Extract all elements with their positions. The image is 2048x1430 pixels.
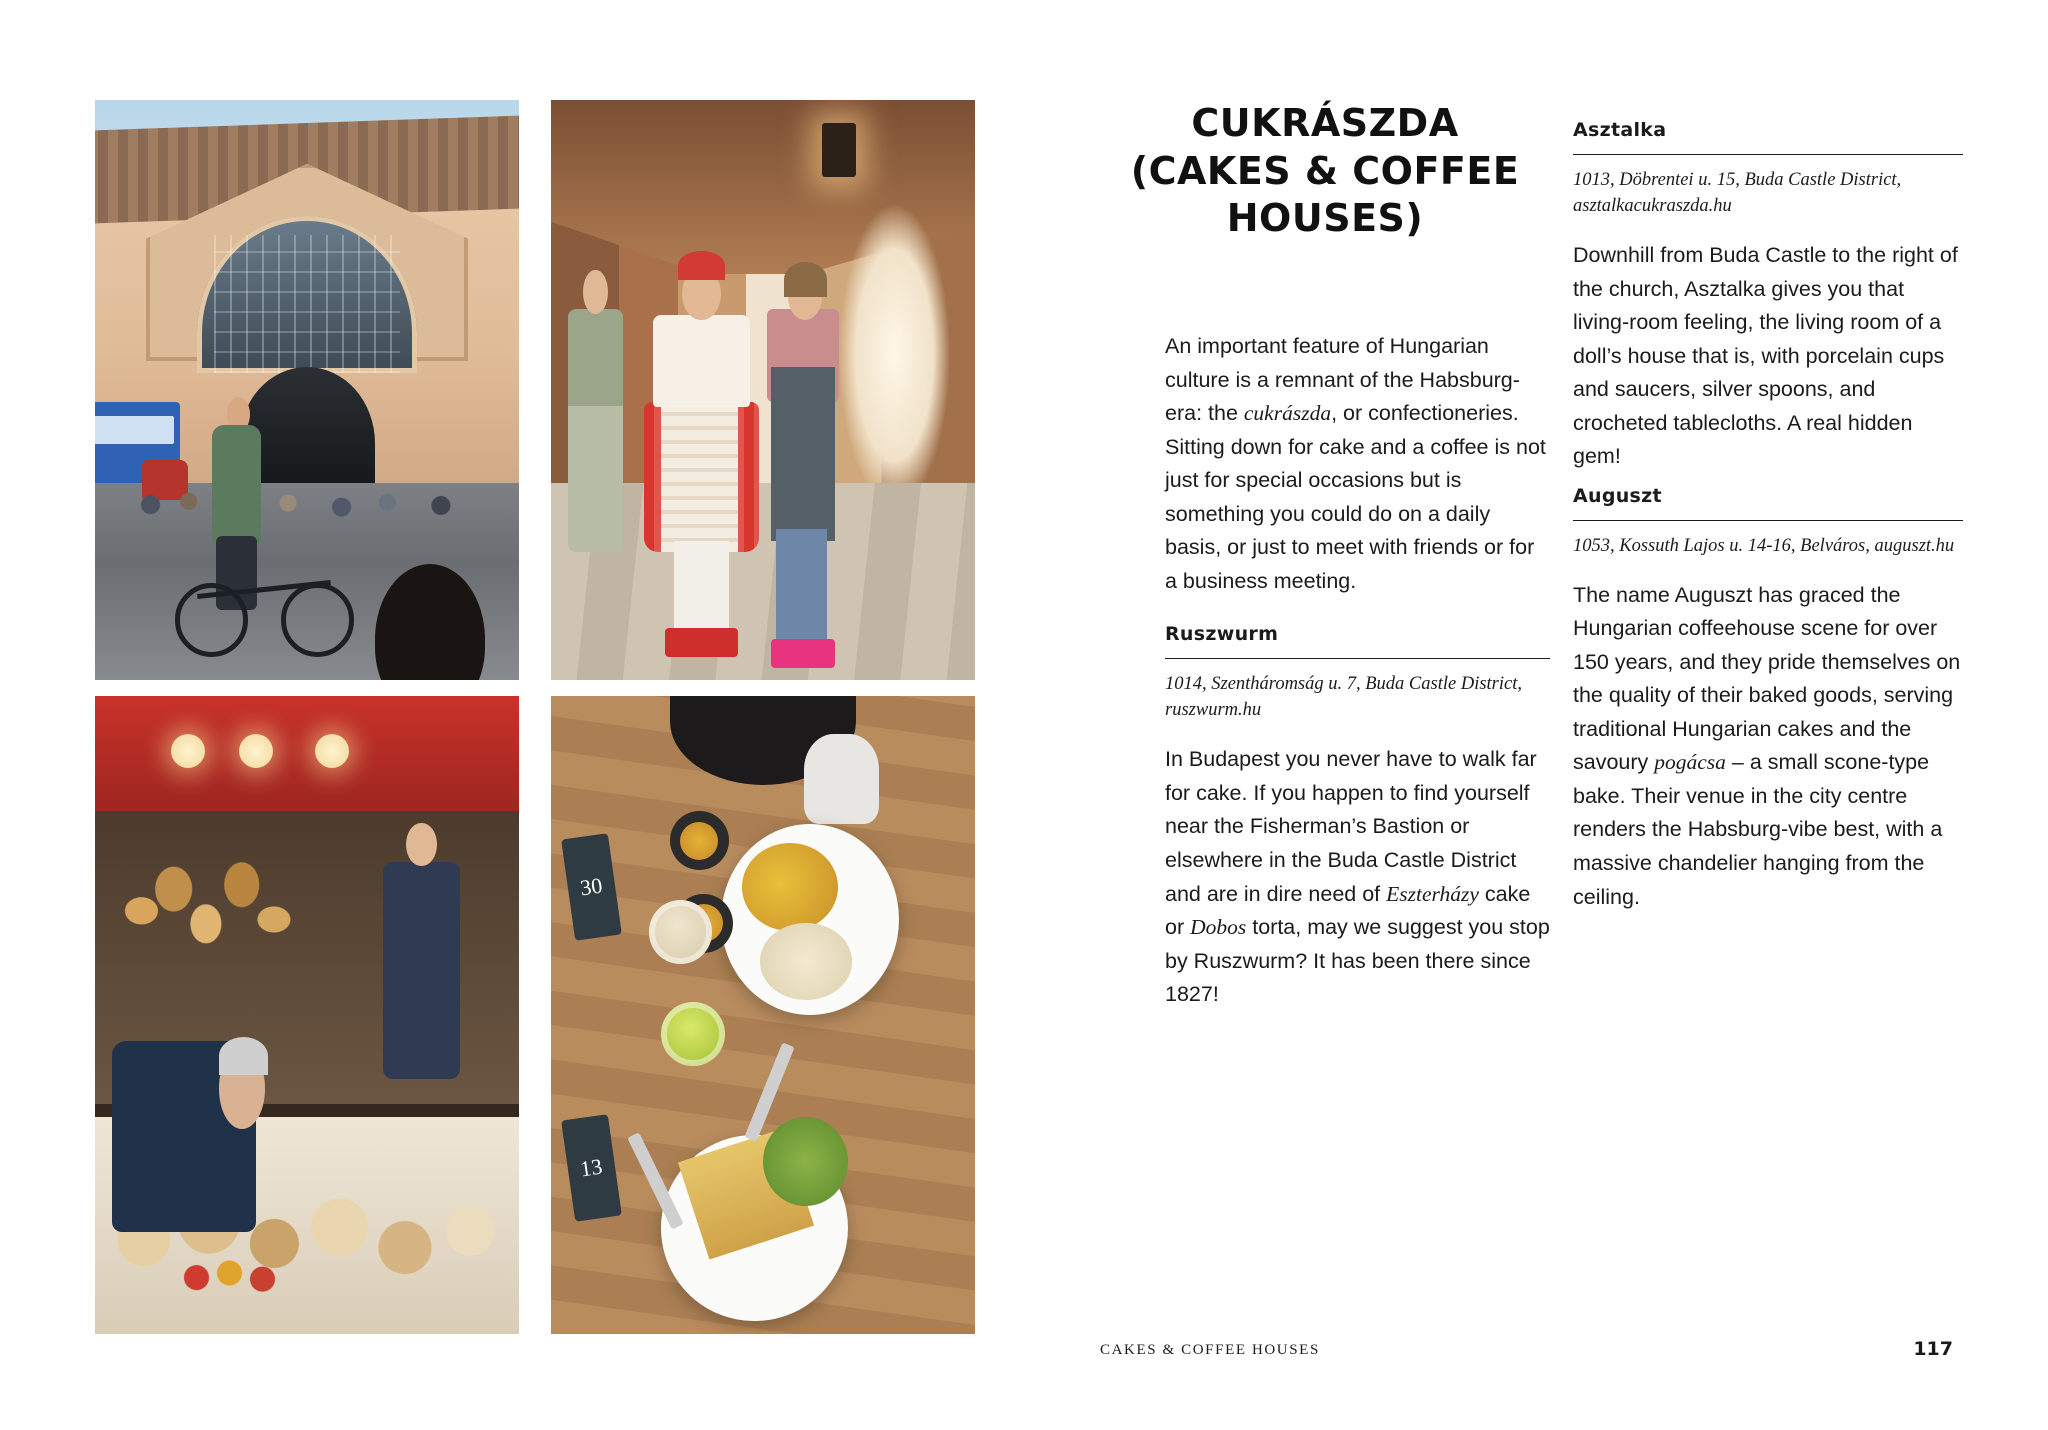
entry-address-asztalka: 1013, Döbrentei u. 15, Buda Castle District, asztalkacukraszda.hu xyxy=(1573,169,1902,216)
bicycle-wheel-front xyxy=(175,583,248,656)
rice-portion xyxy=(760,923,853,1000)
ruszwurm-italic-eszterhazy: Eszterházy xyxy=(1386,881,1479,906)
text-column-right xyxy=(1573,108,1963,914)
entry-address-auguszt: 1053, Kossuth Lajos u. 14-16, Belváros, auguszt.hu xyxy=(1573,535,1955,556)
vegetable-stew xyxy=(742,843,838,931)
red-shoes xyxy=(665,628,737,657)
auguszt-italic-pogacsa: pogácsa xyxy=(1654,750,1726,775)
entry-body-asztalka: Downhill from Buda Castle to the right of the church, Asztalka gives you that living-room feeling, the living room of a doll’s house that is, with porcelain cups and saucers, silver spoons, and crocheted tablecloths. A real hidden gem! xyxy=(1573,243,1958,469)
side-salad xyxy=(763,1117,848,1206)
running-head: CAKES & COFFEE HOUSES xyxy=(1100,1342,1320,1358)
entry-body-ruszwurm xyxy=(1165,743,1550,1011)
text-column-left xyxy=(1165,330,1550,1012)
entry-title-asztalka: Asztalka xyxy=(1573,116,1963,155)
intro-italic-cukraszda: cukrászda xyxy=(1243,401,1332,426)
entry-title-auguszt: Auguszt xyxy=(1573,482,1963,521)
hanging-wooden-wares xyxy=(120,824,298,1041)
cyclist-torso xyxy=(212,425,261,546)
shopper-figure xyxy=(383,862,459,1079)
oval-plate-with-stew xyxy=(721,824,899,1015)
arched-window xyxy=(197,216,417,373)
ruszwurm-italic-dobos: Dobos xyxy=(1190,915,1247,940)
daylight-opening xyxy=(839,204,949,506)
white-blouse xyxy=(653,315,751,408)
entry-auguszt xyxy=(1573,482,1963,914)
embroidered-apron xyxy=(661,402,737,553)
intro-paragraph xyxy=(1165,330,1550,598)
pink-sneakers xyxy=(771,639,835,668)
photo-grid xyxy=(95,100,975,1358)
staff-hair xyxy=(784,262,826,297)
hanging-lamp-icon xyxy=(822,123,856,177)
folk-headscarf xyxy=(678,251,725,280)
drinking-glass-green-juice xyxy=(661,1002,725,1066)
white-stockings xyxy=(674,541,729,634)
photo-craft-market-stall xyxy=(95,696,519,1334)
drinking-glass-water xyxy=(649,900,713,964)
table-number-one: 30 xyxy=(578,872,604,901)
bicycle-wheel-rear xyxy=(281,583,354,656)
ruszwurm-part2: cake or xyxy=(1165,881,1531,940)
cyclist-with-bicycle xyxy=(171,425,358,657)
entry-ruszwurm xyxy=(1165,620,1550,1011)
photo-folk-dress-arcade xyxy=(551,100,975,680)
small-bowl-one xyxy=(670,811,729,870)
ruszwurm-part1: In Budapest you never have to walk far for cake. If you happen to find yourself near the Fisherman’s Bastion or elsewhere in the Buda Castle District and are in dire need of xyxy=(1165,747,1537,906)
entry-title-ruszwurm: Ruszwurm xyxy=(1165,620,1550,659)
photo-restaurant-table xyxy=(551,696,975,1334)
red-awning xyxy=(95,696,519,811)
fruit-decorations xyxy=(180,1232,290,1309)
staff-apron xyxy=(771,367,835,541)
entry-body-auguszt xyxy=(1573,579,1963,914)
bystander-figure xyxy=(568,309,623,553)
entry-address-ruszwurm: 1014, Szentháromság u. 7, Buda Castle District, ruszwurm.hu xyxy=(1165,673,1522,721)
page-number: 117 xyxy=(1913,1338,1953,1360)
staff-jeans xyxy=(776,529,827,645)
ruszwurm-part3: torta, may we suggest you stop by Ruszwurm? It has been there since 1827! xyxy=(1165,915,1550,1007)
entry-asztalka xyxy=(1573,116,1963,474)
auguszt-part2: – a small scone-type bake. Their venue in the city centre renders the Habsburg-vibe best, with a massive chandelier hanging from the ceiling. xyxy=(1573,750,1943,909)
vendor-leaning-over-table xyxy=(112,1041,256,1232)
photo-great-market-hall xyxy=(95,100,519,680)
auguszt-part1: The name Auguszt has graced the Hungarian coffeehouse scene for over 150 years, and they pride themselves on the quality of their baked goods, serving traditional Hungarian cakes and the savoury xyxy=(1573,582,1961,775)
table-number-two: 13 xyxy=(578,1153,604,1182)
page-title: CUKRÁSZDA (CAKES & COFFEE HOUSES) xyxy=(1130,101,1520,240)
intro-part2: , or confectioneries. Sitting down for cake and a coffee is not just for special occasions but is something you could do on a daily basis, or just to meet with friends or for a business meeting. xyxy=(1165,401,1546,593)
intro-part1: An important feature of Hungarian culture is a remnant of the Habsburg-era: the xyxy=(1165,334,1520,426)
